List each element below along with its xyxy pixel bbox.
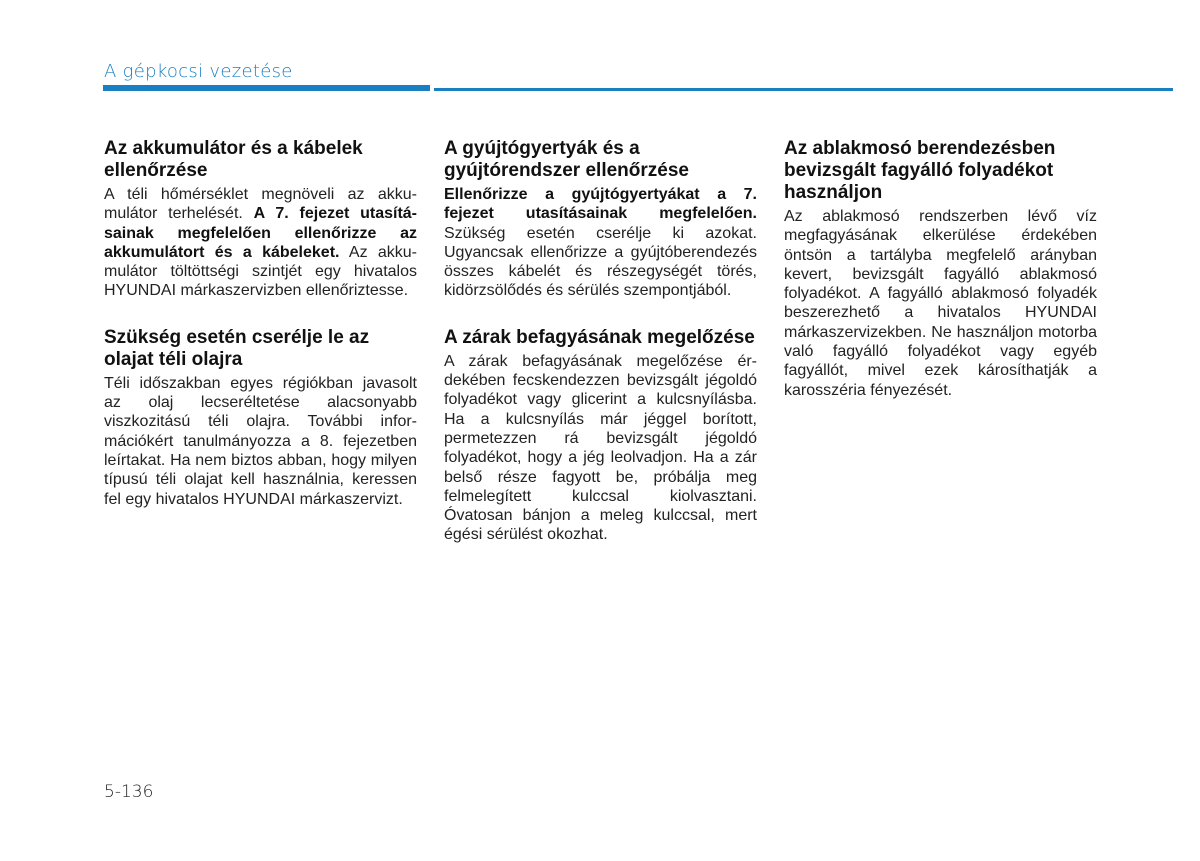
section-body [444, 185, 757, 301]
body-bold-text: Ellenőrizze a gyújtógyertyákat a 7. fejezet utasításainak megfelelően. [444, 186, 757, 223]
section-body: A zárak befagyásának megelőzése érdekében fecskendezzen bevizsgált jégoldó folyadékot vagy glicerint a kulcsnyílásba. Ha a kulcsnyílás már jéggel borított, permetezzen rá bevizsgált jégoldó folyadékot, hogy a jég leolvadjon. Ha a zár belső része fagyott be, próbálja meg felmelegített kulccsal kiolvasztani. Óvatosan bánjon a meleg kulccsal, mert égési sérülést okozhat. [444, 352, 757, 544]
section-washer-fluid [784, 138, 1097, 400]
body-bold-text: A 7. fejezet utasításainak megfelelően ellenőrizze az akkumulátort és a kábeleket. [104, 205, 417, 261]
column-right [784, 138, 1097, 400]
page-number: 5-136 [104, 782, 154, 802]
header-rule-thin [434, 88, 1173, 91]
section-heading: Az ablakmosó berendezésben bevizsgált fagyálló folyadékot használjon [784, 138, 1056, 203]
section-oil [104, 327, 417, 509]
section-heading: A gyújtógyertyák és a gyújtórendszer ellenőrzése [444, 138, 689, 181]
section-heading: Az akkumulátor és a kábelek ellenőrzése [104, 138, 363, 181]
section-body [104, 185, 417, 301]
section-body: Téli időszakban egyes régiókban javasolt az olaj lecseréltetése alacsonyabb viszkozitású téli olajra. További információkért tanulmányozza a 8. fejezetben leírtakat. Ha nem biztos abban, hogy milyen típusú téli olajat kell használnia, keressen fel egy hivatalos HYUNDAI márkaszervizt. [104, 374, 417, 508]
header-rule-thick [103, 85, 430, 91]
section-locks [444, 327, 757, 545]
section-battery [104, 138, 417, 301]
section-header-title: A gépkocsi vezetése [104, 61, 293, 82]
column-left [104, 138, 417, 509]
section-spark-plugs [444, 138, 757, 301]
body-text: Az akkumulátor töltöttségi szintjét egy hivatalos HYUNDAI márkaszervizben ellenőriztesse. [104, 243, 417, 300]
body-text: Szükség esetén cserélje ki azokat. Ugyancsak ellenőrizze a gyújtóberendezés összes kábelét és részegységét törés, kidörzsölődés és sérülés szempontjából. [444, 224, 757, 300]
section-heading: Szükség esetén cserélje le az olajat téli olajra [104, 326, 370, 370]
section-body: Az ablakmosó rendszerben lévő víz megfagyásának elkerülése érdekében öntsön a tartályba megfelelő arányban kevert, bevizsgált fagyálló ablakmosó folyadékot. A fagyálló ablakmosó folyadék beszerezhető a hivatalos HYUNDAI márkaszervizekben. Ne használjon motorba való fagyálló folyadékot vagy egyéb fagyállót, mivel ezek károsíthatják a karosszéria fényezését. [784, 208, 1097, 399]
column-middle [444, 138, 757, 545]
body-text: A téli hőmérséklet megnöveli az akkumulátor terhelését. [104, 186, 417, 223]
section-heading: A zárak befagyásának megelőzése [444, 326, 755, 348]
